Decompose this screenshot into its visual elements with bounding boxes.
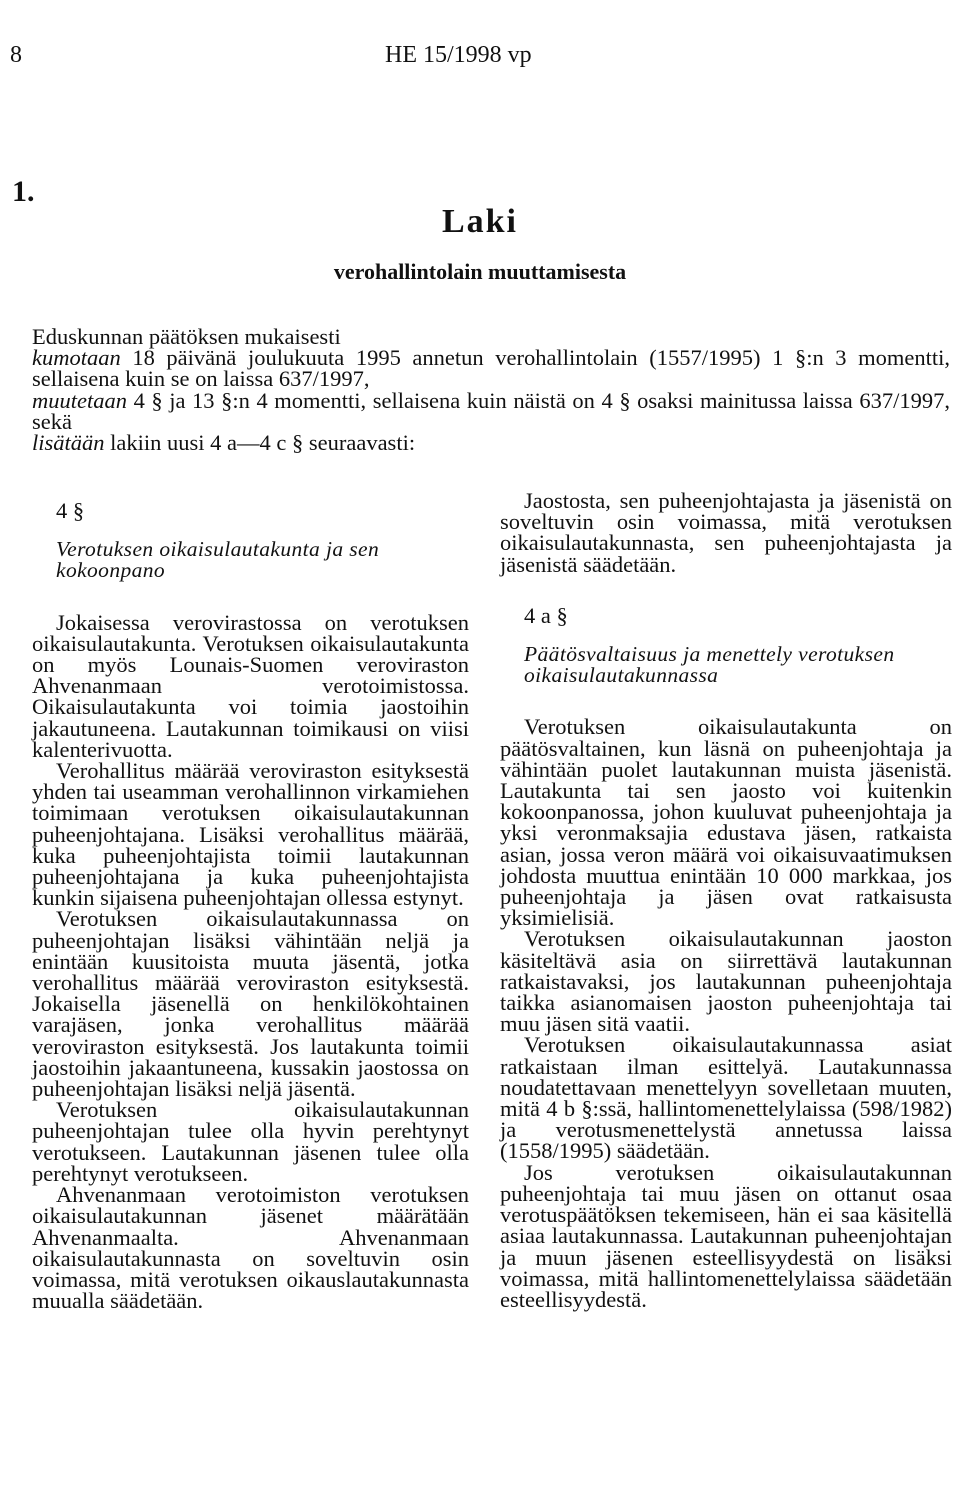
page-number: 8 bbox=[10, 42, 22, 68]
paragraph: Jaostosta, sen puheenjohtajasta ja jäsenistä on soveltuvin osin voimassa, mitä verotuksen oikaisulautakunnasta, sen puheenjohtajasta ja jäsenistä säädetään. bbox=[500, 488, 952, 577]
section-4-title-line2: kokoonpano bbox=[56, 558, 166, 583]
repeal-clause bbox=[32, 345, 950, 392]
amend-clause bbox=[32, 387, 950, 434]
amend-keyword: muutetaan bbox=[32, 387, 127, 413]
paragraph: Verotuksen oikaisulautakunnan puheenjohtajan tulee olla hyvin perehtynyt verotukseen. Lautakunnan jäsenen tulee olla perehtynyt verotukseen. bbox=[32, 1097, 469, 1186]
section-4-title-line1: Verotuksen oikaisulautakunta ja sen bbox=[56, 537, 380, 562]
paragraph: Jokaisessa verovirastossa on verotuksen oikaisulautakunta. Verotuksen oikaisulautakunta on myös Lounais-Suomen veroviraston Ahvenanmaan verotoimistossa. Oikaisulautakunta voi toimia jaostoihin jakautuneena. Lautakunnan toimikausi on viisi kalenterivuotta. bbox=[32, 609, 469, 762]
paragraph: Verotuksen oikaisulautakunnassa asiat ratkaistaan ilman esittelyä. Lautakunnassa noudatettavaan menettelyyn sovelletaan muuten, mitä 4 b §:ssä, hallintomenettelylaissa (598/1982) ja verotusmenettelystä annetussa laissa (1558/1995) säädetään. bbox=[500, 1032, 952, 1164]
repeal-keyword: kumotaan bbox=[32, 345, 121, 371]
law-number: 1. bbox=[12, 175, 35, 208]
law-subtitle: verohallintolain muuttamisesta bbox=[333, 259, 627, 284]
paragraph: Jos verotuksen oikaisulautakunnan puheenjohtaja tai muu jäsen on ottanut osaa verotuspäätöksen tekemiseen, hän ei saa käsitellä asiaa lautakunnassa. Lautakunnan puheenjohtajan ja muun jäsenen esteellisyydestä on lisäksi voimassa, mitä hallintomenettelylaissa säädetään esteellisyydestä. bbox=[500, 1159, 952, 1312]
enactment-line: Eduskunnan päätöksen mukaisesti bbox=[32, 324, 341, 349]
paragraph: Verotuksen oikaisulautakunnan jaoston käsiteltävä asia on siirrettävä lautakunnan ratkaistavaksi, jos lautakunnan puheenjohtaja taikka asianomaisen jaoston puheenjohtaja tai muu jäsen sitä vaatii. bbox=[500, 926, 952, 1037]
paragraph: Verohallitus määrää veroviraston esityksestä yhden tai useamman verohallinnon virkamiehen toimimaan verotuksen oikaisulautakunnan puheenjohtajana. Lisäksi verohallitus määrää, kuka puheenjohtajista toimii lautakunnan puheenjohtajana ja kuka puheenjohtajista kunkin sijaisena puheenjohtajan ollessa estynyt. bbox=[32, 758, 469, 911]
left-column bbox=[32, 490, 469, 1314]
paragraph: Ahvenanmaan verotoimiston verotuksen oikaisulautakunnan jäsenet määrätään Ahvenanmaalta. Ahvenanmaan oikaisulautakunnasta on soveltuvin osin voimassa, mitä verotuksen oikauslautakunnasta muualla säädetään. bbox=[32, 1182, 469, 1314]
document-reference: HE 15/1998 vp bbox=[385, 42, 532, 68]
law-heading: Laki bbox=[441, 203, 519, 240]
paragraph: Verotuksen oikaisulautakunta on päätösvaltainen, kun läsnä on puheenjohtaja ja vähintään puolet lautakunnan muista jäsenistä. Lautakunta tai sen jaosto voi kuitenkin kokoonpanossa, johon kuuluvat puheenjohtaja ja yksi veronmaksajia edustava jäsen, ratkaista asian, jossa veron määrä voi oikaisuvaatimuksen johdosta muuttua enintään 10 000 markkaa, jos puheenjohtaja ja jäsen ovat ratkaisusta yksimielisiä. bbox=[500, 714, 952, 931]
add-clause bbox=[32, 430, 950, 456]
section-4a-title-line2: oikaisulautakunnassa bbox=[524, 663, 719, 688]
repeal-text: 18 päivänä joulukuuta 1995 annetun verohallintolain (1557/1995) 1 §:n 3 momentti, sellaisena kuin se on laissa 637/1997, bbox=[32, 345, 950, 392]
amend-text: 4 § ja 13 §:n 4 momentti, sellaisena kuin näistä on 4 § osaksi mainitussa laissa 637/1997, sekä bbox=[32, 387, 950, 434]
paragraph: Verotuksen oikaisulautakunnassa on puheenjohtajan lisäksi vähintään neljä ja enintään kuusitoista muuta jäsentä, jotka verohallitus määrää veroviraston esityksestä. Jokaisella jäsenellä on henkilökohtainen varajäsen, jonka verohallitus määrää veroviraston esityksestä. Jos lautakunta toimii jaostoihin jakaantuneena, kussakin jaostossa on puheenjohtajan lisäksi neljä jäsentä. bbox=[32, 906, 469, 1102]
section-4a-title-line1: Päätösvaltaisuus ja menettely verotuksen bbox=[524, 642, 895, 667]
section-4-number: 4 § bbox=[56, 498, 85, 523]
section-4a-number: 4 a § bbox=[524, 602, 568, 628]
enactment-clause bbox=[32, 324, 950, 456]
right-column bbox=[500, 490, 952, 1310]
add-keyword: lisätään bbox=[32, 430, 105, 456]
add-text: lakiin uusi 4 a—4 c § seuraavasti: bbox=[104, 430, 416, 456]
